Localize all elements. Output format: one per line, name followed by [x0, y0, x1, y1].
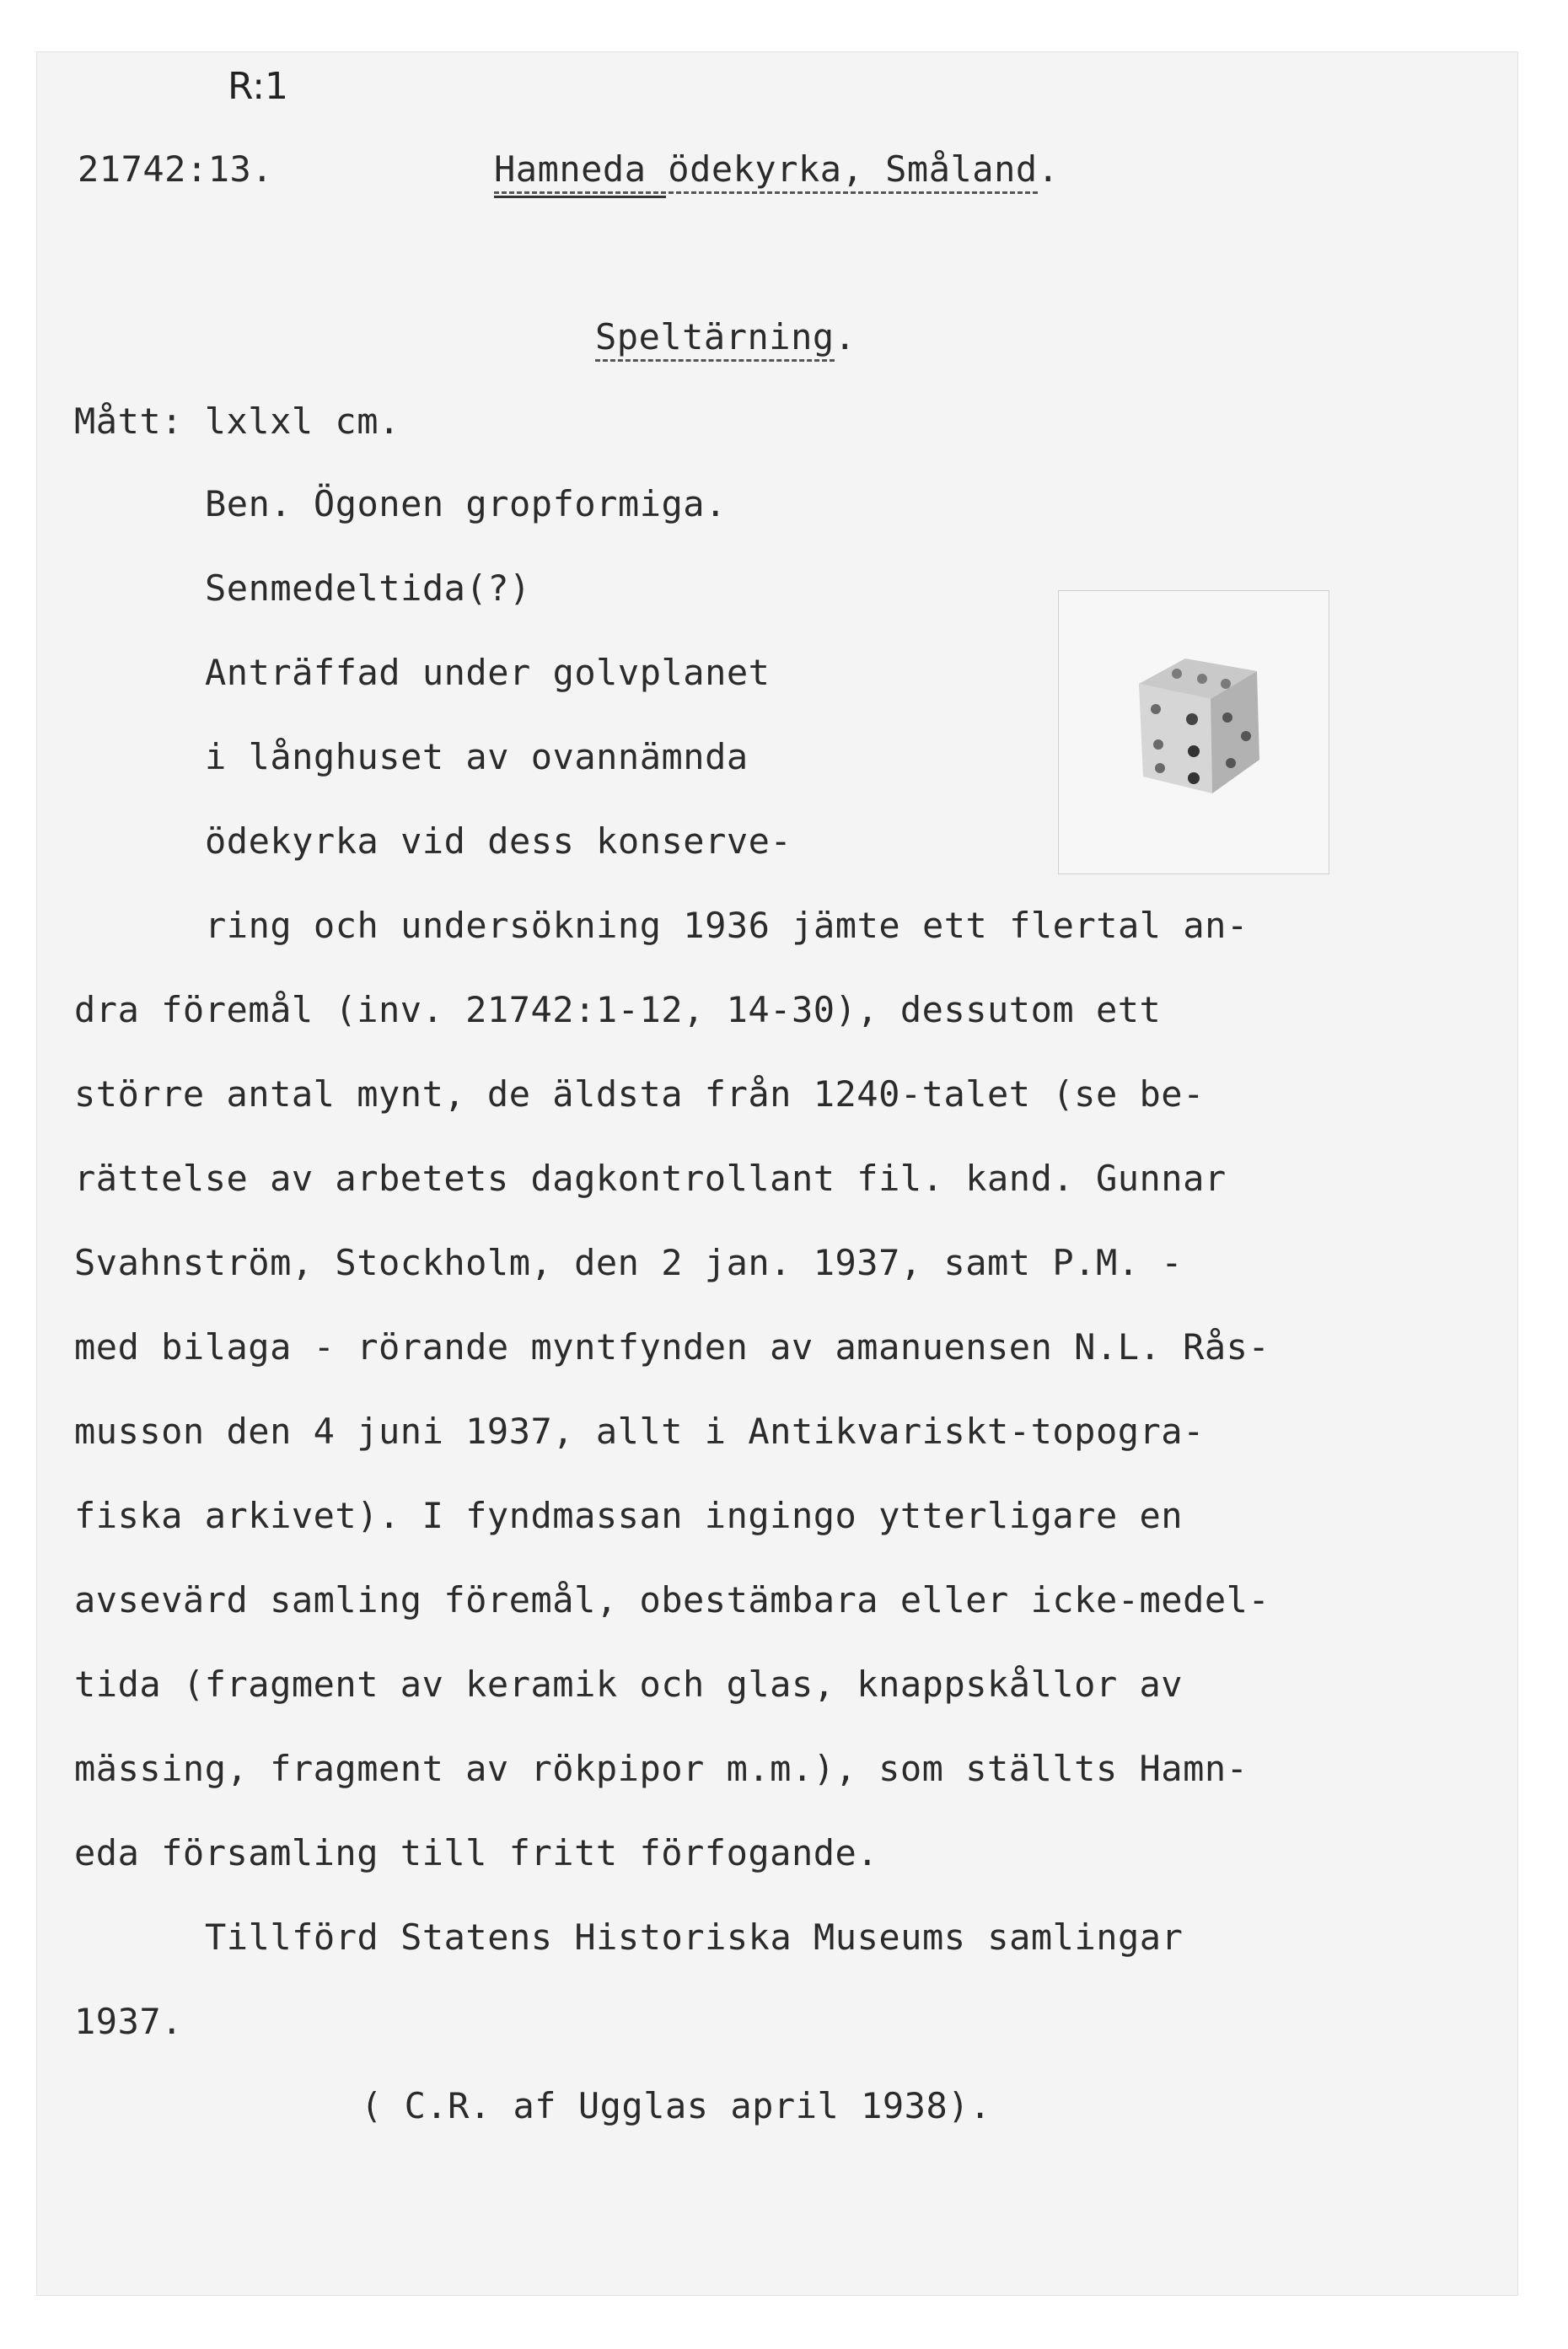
die-illustration: [1059, 591, 1329, 873]
measurements: Mått: lxlxl cm.: [74, 400, 400, 442]
body-line: Svahnström, Stockholm, den 2 jan. 1937, samt P.M. -: [74, 1242, 1184, 1283]
body-line: ring och undersökning 1936 jämte ett flertal an-: [205, 905, 1248, 946]
body-line: eda församling till fritt förfogande.: [74, 1832, 879, 1873]
acquisition-year: 1937.: [74, 2001, 183, 2042]
body-line: fiska arkivet). I fyndmassan ingingo ytterligare en: [74, 1495, 1184, 1536]
object-title: Speltärning: [595, 316, 835, 362]
body-line: avsevärd samling föremål, obestämbara eller icke-medel-: [74, 1579, 1270, 1621]
body-line: musson den 4 juni 1937, allt i Antikvariskt-topogra-: [74, 1411, 1205, 1452]
inventory-number: 21742:13.: [78, 148, 274, 190]
body-line: med bilaga - rörande myntfynden av amanuensen N.L. Rås-: [74, 1326, 1270, 1368]
body-line: tida (fragment av keramik och glas, knappskållor av: [74, 1664, 1184, 1705]
material-note: Ben. Ögonen gropformiga.: [205, 483, 727, 524]
body-line: dra föremål (inv. 21742:1-12, 14-30), dessutom ett: [74, 989, 1162, 1030]
object-title-line: [595, 316, 856, 358]
location-underline: [494, 196, 666, 198]
body-line: ödekyrka vid dess konserve-: [205, 820, 792, 862]
location-line: [494, 148, 1059, 191]
body-line: rättelse av arbetets dagkontrollant fil. kand. Gunnar: [74, 1158, 1227, 1199]
dating-note: Senmedeltida(?): [205, 567, 531, 609]
body-line: Anträffad under golvplanet: [205, 652, 771, 693]
author-signature-line: ( C.R. af Ugglas april 1938).: [361, 2085, 991, 2126]
location-period: .: [1037, 148, 1060, 190]
register-mark: R:1: [228, 65, 289, 108]
body-line: i långhuset av ovannämnda: [205, 736, 749, 777]
body-line: mässing, fragment av rökpipor m.m.), som ställts Hamn-: [74, 1748, 1248, 1789]
acquisition-line: Tillförd Statens Historiska Museums samlingar: [205, 1916, 1184, 1958]
die-photo: [1058, 590, 1329, 874]
body-line: större antal mynt, de äldsta från 1240-talet (se be-: [74, 1073, 1205, 1115]
location-name: Hamneda ödekyrka, Småland: [494, 148, 1038, 194]
object-title-period: .: [834, 316, 856, 357]
